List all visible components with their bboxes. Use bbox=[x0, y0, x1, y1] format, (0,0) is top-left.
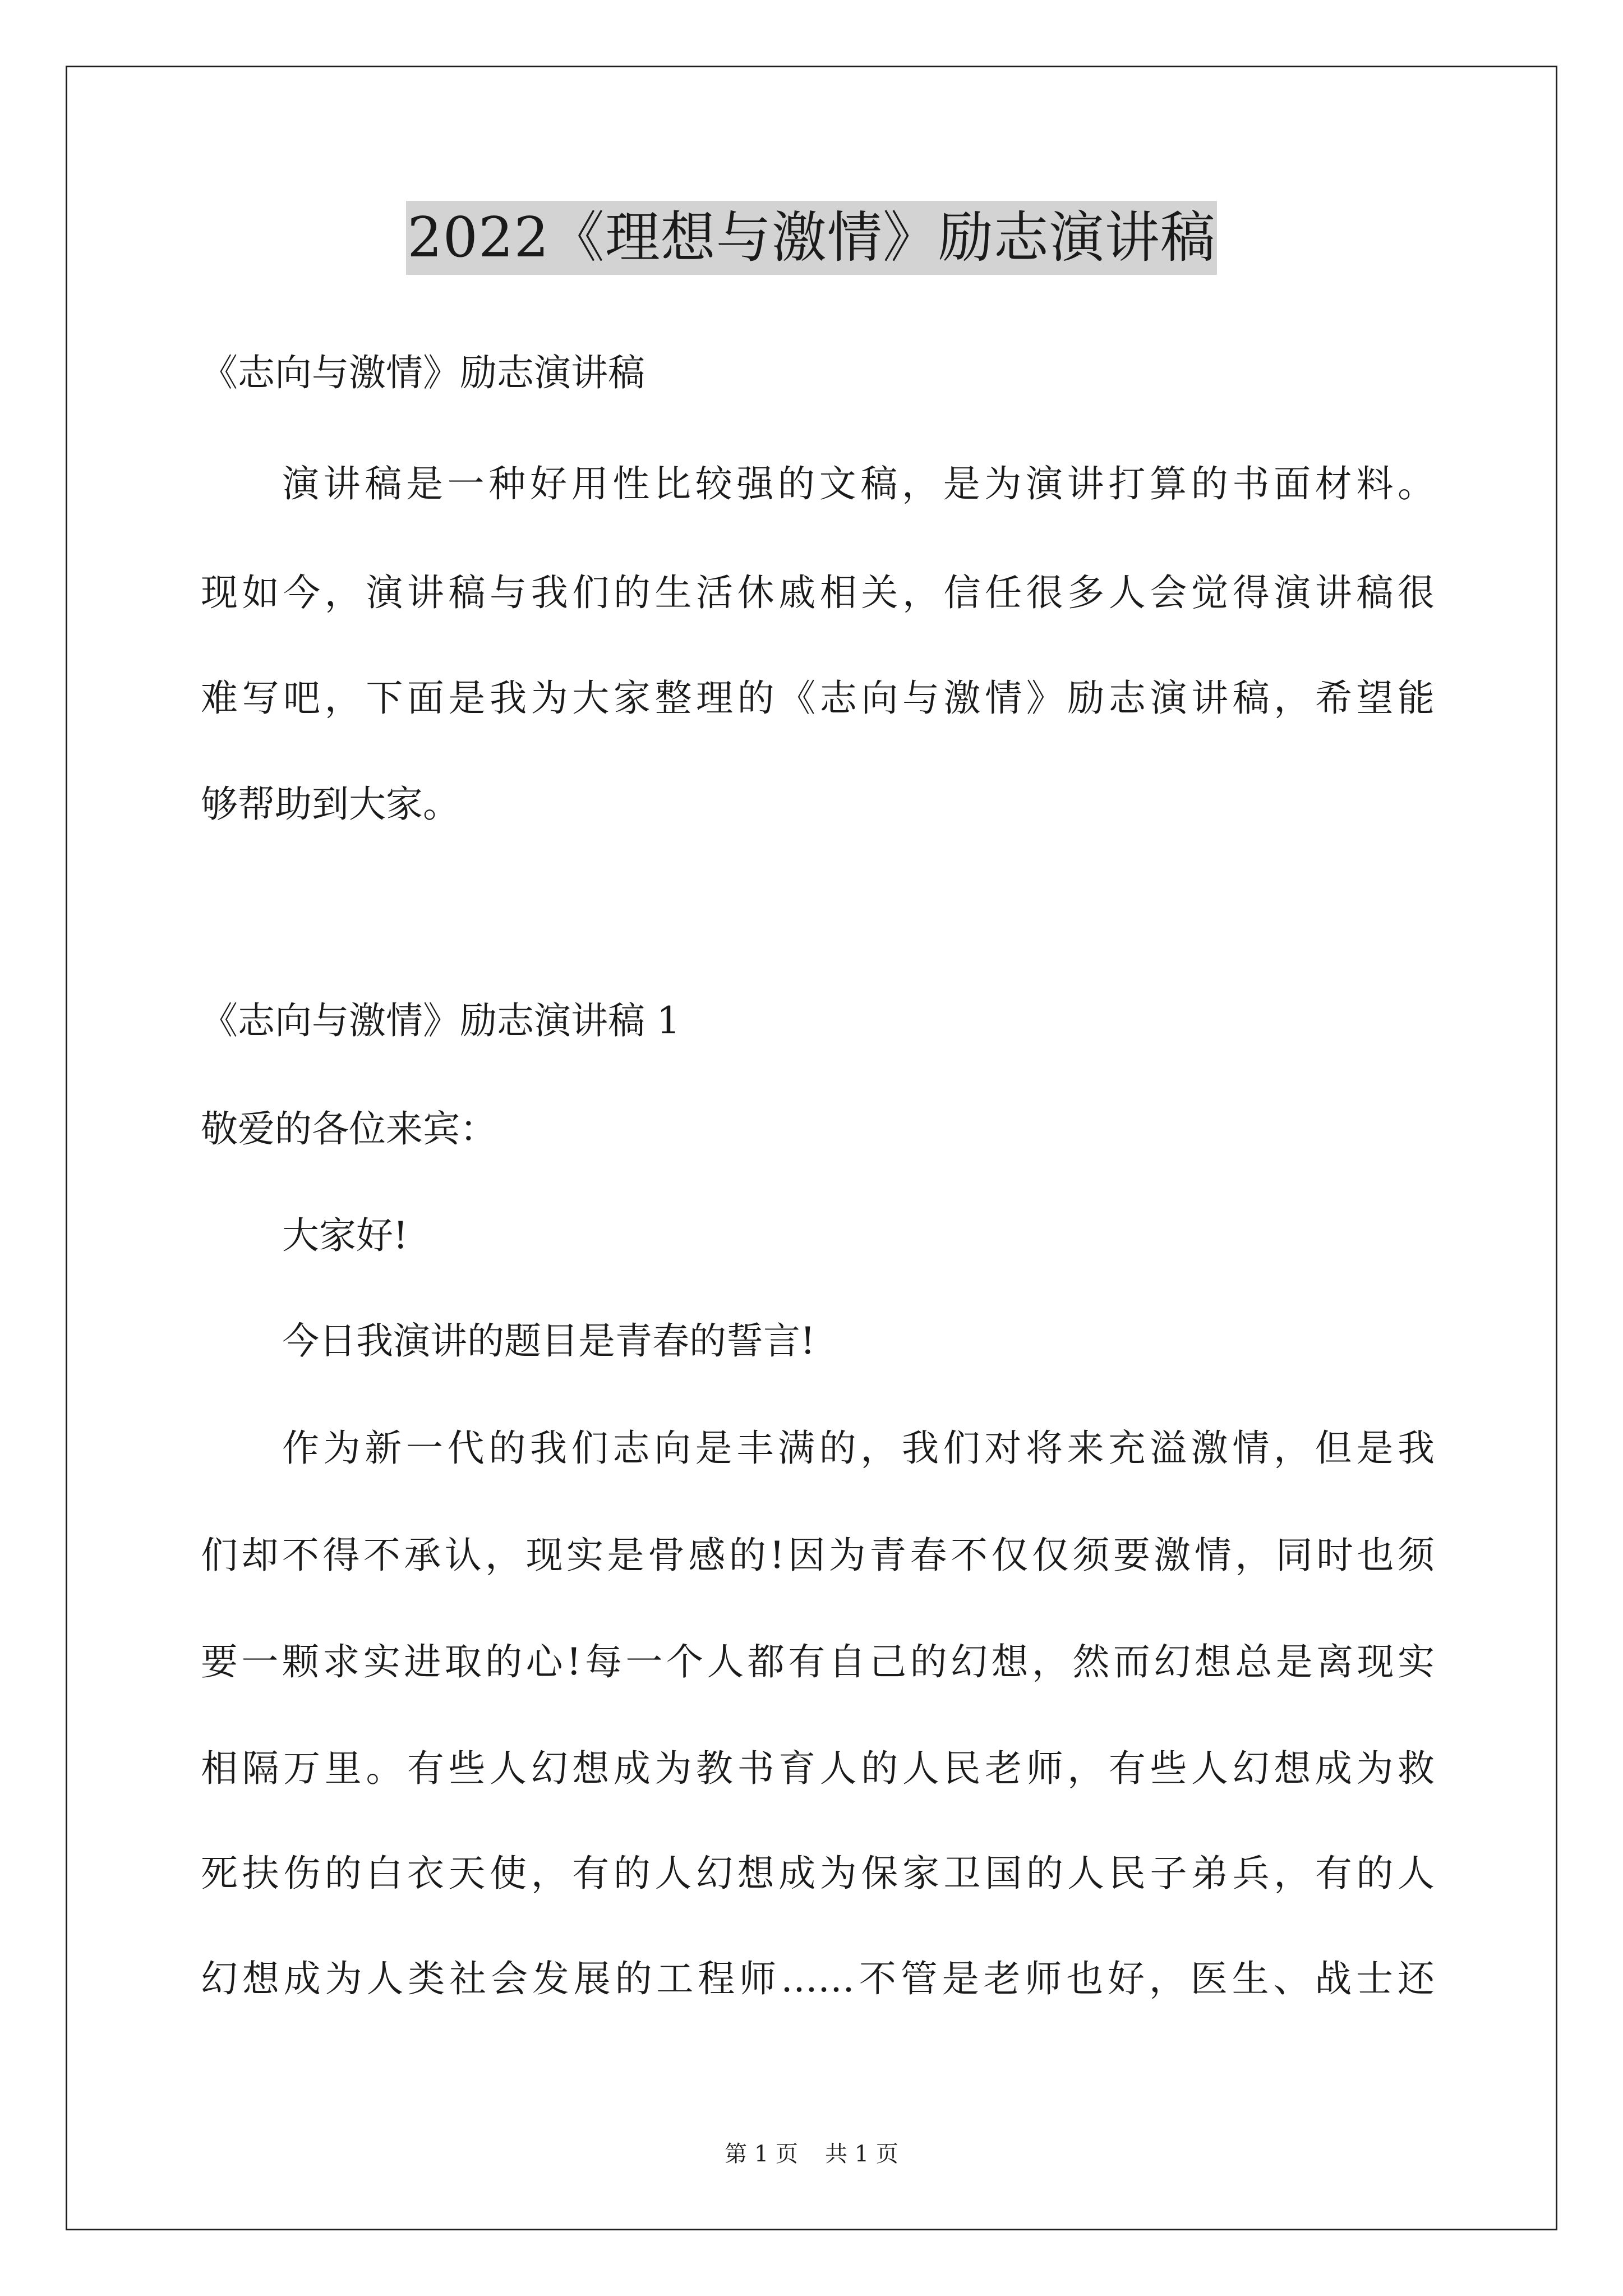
salutation: 敬爱的各位来宾： bbox=[201, 1107, 497, 1151]
page-footer bbox=[0, 2138, 1623, 2170]
greeting: 大家好! bbox=[282, 1214, 408, 1257]
body-paragraph-line: 死扶伤的白衣天使，有的人幻想成为保家卫国的人民子弟兵，有的人 bbox=[201, 1852, 1435, 1895]
body-paragraph-line: 相隔万里。有些人幻想成为教书育人的人民老师，有些人幻想成为救 bbox=[201, 1747, 1435, 1790]
intro-paragraph-line: 现如今，演讲稿与我们的生活休戚相关，信任很多人会觉得演讲稿很 bbox=[201, 571, 1435, 614]
intro-paragraph-line: 难写吧，下面是我为大家整理的《志向与激情》励志演讲稿，希望能 bbox=[201, 677, 1435, 720]
document-title: 2022《理想与激情》励志演讲稿 bbox=[406, 201, 1216, 275]
intro-heading: 《志向与激情》励志演讲稿 bbox=[201, 351, 645, 394]
section-heading: 《志向与激情》励志演讲稿 1 bbox=[201, 999, 680, 1042]
body-paragraph-line: 们却不得不承认，现实是骨感的!因为青春不仅仅须要激情，同时也须 bbox=[201, 1534, 1435, 1577]
body-paragraph-line: 要一颗求实进取的心!每一个人都有自己的幻想，然而幻想总是离现实 bbox=[201, 1640, 1435, 1683]
body-paragraph-line: 作为新一代的我们志向是丰满的，我们对将来充溢激情，但是我 bbox=[282, 1427, 1435, 1470]
title-container bbox=[0, 201, 1623, 275]
intro-paragraph-line: 够帮助到大家。 bbox=[201, 783, 460, 826]
page-total: 共 1 页 bbox=[825, 2141, 898, 2167]
body-paragraph-line: 幻想成为人类社会发展的工程师……不管是老师也好，医生、战士还 bbox=[201, 1957, 1435, 2000]
intro-paragraph-line: 演讲稿是一种好用性比较强的文稿，是为演讲打算的书面材料。 bbox=[282, 462, 1435, 505]
page-number: 第 1 页 bbox=[725, 2141, 798, 2167]
topic-line: 今日我演讲的题目是青春的誓言! bbox=[282, 1319, 815, 1363]
